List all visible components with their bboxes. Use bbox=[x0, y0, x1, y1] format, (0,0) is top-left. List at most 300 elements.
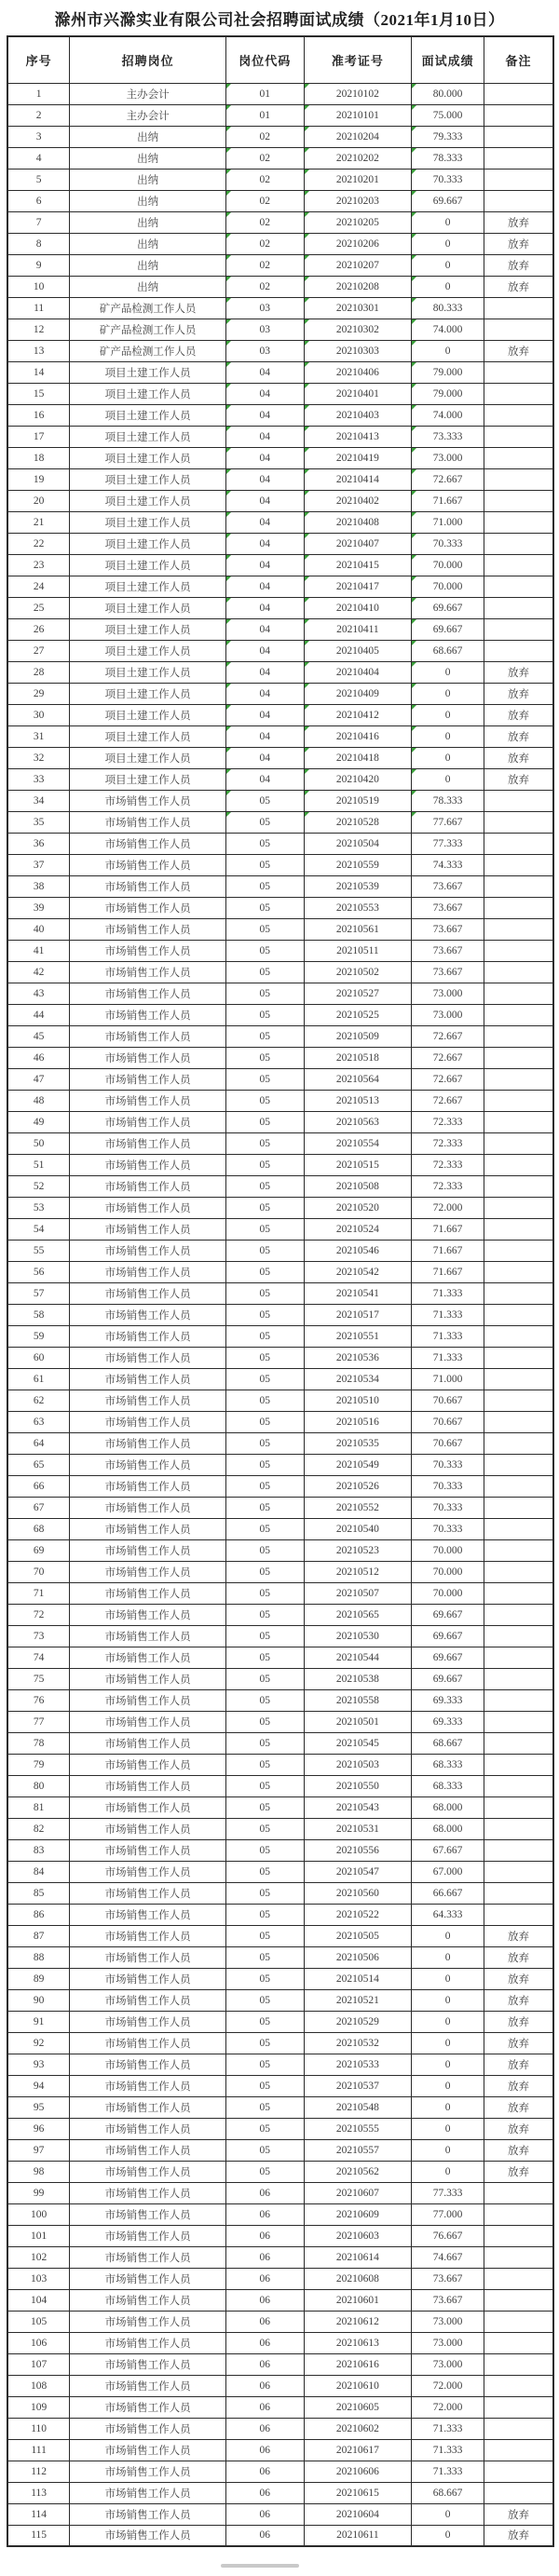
remark-cell bbox=[484, 1625, 553, 1647]
position-code-cell: 05 bbox=[225, 1946, 304, 1968]
table-row bbox=[7, 1368, 553, 1390]
table-row bbox=[7, 2332, 553, 2353]
position-cell: 市场销售工作人员 bbox=[70, 2439, 226, 2461]
table-row bbox=[7, 254, 553, 276]
score-cell: 68.333 bbox=[412, 1754, 484, 1775]
table-row bbox=[7, 875, 553, 897]
score-cell: 70.333 bbox=[412, 533, 484, 554]
position-code-cell: 05 bbox=[225, 1497, 304, 1518]
position-cell: 市场销售工作人员 bbox=[70, 1754, 226, 1775]
remark-cell bbox=[484, 1047, 553, 1068]
ticket-number-cell: 20210563 bbox=[304, 1111, 411, 1132]
score-cell: 69.667 bbox=[412, 1668, 484, 1689]
ticket-number-cell: 20210418 bbox=[304, 747, 411, 768]
position-cell: 项目土建工作人员 bbox=[70, 490, 226, 511]
position-cell: 市场销售工作人员 bbox=[70, 2311, 226, 2332]
table-row bbox=[7, 661, 553, 683]
table-row bbox=[7, 554, 553, 576]
position-cell: 市场销售工作人员 bbox=[70, 1861, 226, 1882]
ticket-number-cell: 20210411 bbox=[304, 618, 411, 640]
score-cell: 70.667 bbox=[412, 1411, 484, 1432]
ticket-number-cell: 20210561 bbox=[304, 918, 411, 940]
position-code-cell: 05 bbox=[225, 1539, 304, 1561]
score-cell: 0 bbox=[412, 2054, 484, 2075]
position-code-cell: 04 bbox=[225, 533, 304, 554]
score-cell: 68.000 bbox=[412, 1796, 484, 1818]
position-cell: 市场销售工作人员 bbox=[70, 875, 226, 897]
row-number-cell: 109 bbox=[7, 2396, 70, 2418]
remark-cell: 放弃 bbox=[484, 2525, 553, 2546]
position-cell: 市场销售工作人员 bbox=[70, 1925, 226, 1946]
ticket-number-cell: 20210546 bbox=[304, 1240, 411, 1261]
position-code-cell: 02 bbox=[225, 147, 304, 169]
table-row bbox=[7, 233, 553, 254]
score-cell: 69.667 bbox=[412, 1647, 484, 1668]
position-code-cell: 04 bbox=[225, 383, 304, 404]
position-cell: 市场销售工作人员 bbox=[70, 2353, 226, 2375]
remark-cell bbox=[484, 447, 553, 468]
row-number-cell: 69 bbox=[7, 1539, 70, 1561]
table-row bbox=[7, 961, 553, 983]
ticket-number-cell: 20210602 bbox=[304, 2418, 411, 2439]
score-cell: 69.333 bbox=[412, 1711, 484, 1732]
score-cell: 80.000 bbox=[412, 83, 484, 104]
header-interview-score: 面试成绩 bbox=[412, 36, 484, 83]
ticket-number-cell: 20210539 bbox=[304, 875, 411, 897]
position-code-cell: 04 bbox=[225, 683, 304, 704]
ticket-number-cell: 20210554 bbox=[304, 1132, 411, 1154]
table-row bbox=[7, 104, 553, 126]
position-cell: 项目土建工作人员 bbox=[70, 683, 226, 704]
ticket-number-cell: 20210541 bbox=[304, 1282, 411, 1304]
row-number-cell: 41 bbox=[7, 940, 70, 961]
position-code-cell: 04 bbox=[225, 747, 304, 768]
score-cell: 0 bbox=[412, 725, 484, 747]
row-number-cell: 73 bbox=[7, 1625, 70, 1647]
position-cell: 市场销售工作人员 bbox=[70, 2182, 226, 2203]
row-number-cell: 95 bbox=[7, 2096, 70, 2118]
table-row bbox=[7, 1904, 553, 1925]
position-cell: 市场销售工作人员 bbox=[70, 2289, 226, 2311]
position-cell: 项目土建工作人员 bbox=[70, 554, 226, 576]
ticket-number-cell: 20210510 bbox=[304, 1390, 411, 1411]
remark-cell bbox=[484, 426, 553, 447]
row-number-cell: 49 bbox=[7, 1111, 70, 1132]
position-code-cell: 04 bbox=[225, 468, 304, 490]
table-row bbox=[7, 1497, 553, 1518]
remark-cell: 放弃 bbox=[484, 683, 553, 704]
ticket-number-cell: 20210420 bbox=[304, 768, 411, 790]
table-row bbox=[7, 1839, 553, 1861]
position-code-cell: 06 bbox=[225, 2503, 304, 2525]
remark-cell bbox=[484, 2203, 553, 2225]
ticket-number-cell: 20210518 bbox=[304, 1047, 411, 1068]
position-cell: 主办会计 bbox=[70, 83, 226, 104]
score-cell: 69.667 bbox=[412, 618, 484, 640]
row-number-cell: 30 bbox=[7, 704, 70, 725]
position-cell: 市场销售工作人员 bbox=[70, 1689, 226, 1711]
table-row bbox=[7, 468, 553, 490]
table-row bbox=[7, 383, 553, 404]
score-cell: 0 bbox=[412, 1946, 484, 1968]
position-code-cell: 04 bbox=[225, 511, 304, 533]
table-row bbox=[7, 2075, 553, 2096]
score-cell: 71.333 bbox=[412, 2439, 484, 2461]
score-cell: 70.333 bbox=[412, 169, 484, 190]
ticket-number-cell: 20210515 bbox=[304, 1154, 411, 1175]
ticket-number-cell: 20210559 bbox=[304, 854, 411, 875]
position-cell: 项目土建工作人员 bbox=[70, 426, 226, 447]
remark-cell bbox=[484, 1025, 553, 1047]
score-cell: 71.333 bbox=[412, 1282, 484, 1304]
score-cell: 71.333 bbox=[412, 1325, 484, 1347]
remark-cell bbox=[484, 1347, 553, 1368]
row-number-cell: 2 bbox=[7, 104, 70, 126]
bottom-divider-bar bbox=[221, 2564, 299, 2568]
ticket-number-cell: 20210537 bbox=[304, 2075, 411, 2096]
table-row bbox=[7, 2203, 553, 2225]
row-number-cell: 112 bbox=[7, 2461, 70, 2482]
ticket-number-cell: 20210414 bbox=[304, 468, 411, 490]
row-number-cell: 51 bbox=[7, 1154, 70, 1175]
position-code-cell: 05 bbox=[225, 1325, 304, 1347]
table-row bbox=[7, 2139, 553, 2161]
score-cell: 0 bbox=[412, 2161, 484, 2182]
score-cell: 69.667 bbox=[412, 1625, 484, 1647]
ticket-number-cell: 20210203 bbox=[304, 190, 411, 211]
interview-results-table bbox=[7, 35, 554, 2547]
table-row bbox=[7, 404, 553, 426]
row-number-cell: 20 bbox=[7, 490, 70, 511]
row-number-cell: 76 bbox=[7, 1689, 70, 1711]
position-cell: 项目土建工作人员 bbox=[70, 511, 226, 533]
table-row bbox=[7, 2225, 553, 2246]
score-cell: 73.667 bbox=[412, 897, 484, 918]
position-code-cell: 05 bbox=[225, 1754, 304, 1775]
position-cell: 项目土建工作人员 bbox=[70, 597, 226, 618]
header-remark: 备注 bbox=[484, 36, 553, 83]
table-row bbox=[7, 2439, 553, 2461]
position-code-cell: 05 bbox=[225, 1582, 304, 1604]
position-code-cell: 05 bbox=[225, 2032, 304, 2054]
score-cell: 0 bbox=[412, 276, 484, 297]
table-row bbox=[7, 297, 553, 319]
remark-cell bbox=[484, 468, 553, 490]
ticket-number-cell: 20210502 bbox=[304, 961, 411, 983]
position-code-cell: 05 bbox=[225, 1475, 304, 1497]
position-code-cell: 05 bbox=[225, 1882, 304, 1904]
position-cell: 市场销售工作人员 bbox=[70, 1775, 226, 1796]
score-cell: 0 bbox=[412, 2525, 484, 2546]
score-cell: 73.000 bbox=[412, 2353, 484, 2375]
position-code-cell: 04 bbox=[225, 725, 304, 747]
ticket-number-cell: 20210601 bbox=[304, 2289, 411, 2311]
position-code-cell: 02 bbox=[225, 169, 304, 190]
score-cell: 66.667 bbox=[412, 1882, 484, 1904]
ticket-number-cell: 20210605 bbox=[304, 2396, 411, 2418]
table-row bbox=[7, 704, 553, 725]
row-number-cell: 34 bbox=[7, 790, 70, 811]
position-code-cell: 05 bbox=[225, 1368, 304, 1390]
remark-cell bbox=[484, 1132, 553, 1154]
score-cell: 72.333 bbox=[412, 1132, 484, 1154]
table-row bbox=[7, 511, 553, 533]
position-cell: 项目土建工作人员 bbox=[70, 447, 226, 468]
row-number-cell: 91 bbox=[7, 2011, 70, 2032]
ticket-number-cell: 20210501 bbox=[304, 1711, 411, 1732]
score-cell: 77.000 bbox=[412, 2203, 484, 2225]
position-code-cell: 05 bbox=[225, 1711, 304, 1732]
position-code-cell: 05 bbox=[225, 854, 304, 875]
remark-cell bbox=[484, 1432, 553, 1454]
position-cell: 市场销售工作人员 bbox=[70, 1796, 226, 1818]
position-code-cell: 05 bbox=[225, 2118, 304, 2139]
row-number-cell: 93 bbox=[7, 2054, 70, 2075]
ticket-number-cell: 20210610 bbox=[304, 2375, 411, 2396]
ticket-number-cell: 20210552 bbox=[304, 1497, 411, 1518]
row-number-cell: 108 bbox=[7, 2375, 70, 2396]
remark-cell bbox=[484, 1561, 553, 1582]
table-row bbox=[7, 1625, 553, 1647]
row-number-cell: 94 bbox=[7, 2075, 70, 2096]
remark-cell bbox=[484, 2225, 553, 2246]
header-row bbox=[7, 36, 553, 83]
score-cell: 72.667 bbox=[412, 1090, 484, 1111]
remark-cell: 放弃 bbox=[484, 1989, 553, 2011]
row-number-cell: 17 bbox=[7, 426, 70, 447]
table-row bbox=[7, 2246, 553, 2268]
row-number-cell: 46 bbox=[7, 1047, 70, 1068]
score-cell: 73.667 bbox=[412, 2268, 484, 2289]
remark-cell bbox=[484, 511, 553, 533]
position-code-cell: 04 bbox=[225, 661, 304, 683]
score-cell: 71.333 bbox=[412, 1347, 484, 1368]
remark-cell bbox=[484, 1154, 553, 1175]
position-cell: 市场销售工作人员 bbox=[70, 1818, 226, 1839]
row-number-cell: 92 bbox=[7, 2032, 70, 2054]
remark-cell bbox=[484, 1818, 553, 1839]
ticket-number-cell: 20210525 bbox=[304, 1004, 411, 1025]
ticket-number-cell: 20210524 bbox=[304, 1218, 411, 1240]
position-code-cell: 06 bbox=[225, 2353, 304, 2375]
table-row bbox=[7, 2032, 553, 2054]
score-cell: 72.000 bbox=[412, 1197, 484, 1218]
header-position-code: 岗位代码 bbox=[225, 36, 304, 83]
row-number-cell: 113 bbox=[7, 2482, 70, 2503]
remark-cell bbox=[484, 383, 553, 404]
table-row bbox=[7, 2054, 553, 2075]
remark-cell: 放弃 bbox=[484, 768, 553, 790]
position-code-cell: 05 bbox=[225, 2011, 304, 2032]
table-row bbox=[7, 1561, 553, 1582]
table-row bbox=[7, 1518, 553, 1539]
row-number-cell: 7 bbox=[7, 211, 70, 233]
row-number-cell: 104 bbox=[7, 2289, 70, 2311]
position-cell: 市场销售工作人员 bbox=[70, 1946, 226, 1968]
remark-cell bbox=[484, 1861, 553, 1882]
remark-cell bbox=[484, 1754, 553, 1775]
score-cell: 71.667 bbox=[412, 1240, 484, 1261]
row-number-cell: 31 bbox=[7, 725, 70, 747]
position-cell: 项目土建工作人员 bbox=[70, 404, 226, 426]
score-cell: 74.333 bbox=[412, 854, 484, 875]
ticket-number-cell: 20210615 bbox=[304, 2482, 411, 2503]
score-cell: 71.667 bbox=[412, 1261, 484, 1282]
position-cell: 项目土建工作人员 bbox=[70, 747, 226, 768]
position-cell: 项目土建工作人员 bbox=[70, 725, 226, 747]
position-code-cell: 05 bbox=[225, 1796, 304, 1818]
score-cell: 79.333 bbox=[412, 126, 484, 147]
ticket-number-cell: 20210617 bbox=[304, 2439, 411, 2461]
row-number-cell: 19 bbox=[7, 468, 70, 490]
row-number-cell: 54 bbox=[7, 1218, 70, 1240]
score-cell: 72.000 bbox=[412, 2396, 484, 2418]
position-code-cell: 05 bbox=[225, 1025, 304, 1047]
ticket-number-cell: 20210201 bbox=[304, 169, 411, 190]
table-row bbox=[7, 1261, 553, 1282]
table-row bbox=[7, 576, 553, 597]
position-cell: 市场销售工作人员 bbox=[70, 1732, 226, 1754]
remark-cell bbox=[484, 1518, 553, 1539]
table-header bbox=[7, 36, 553, 83]
row-number-cell: 84 bbox=[7, 1861, 70, 1882]
position-code-cell: 04 bbox=[225, 704, 304, 725]
position-code-cell: 05 bbox=[225, 2096, 304, 2118]
row-number-cell: 97 bbox=[7, 2139, 70, 2161]
table-row bbox=[7, 897, 553, 918]
remark-cell bbox=[484, 1240, 553, 1261]
position-cell: 项目土建工作人员 bbox=[70, 576, 226, 597]
remark-cell bbox=[484, 1304, 553, 1325]
ticket-number-cell: 20210405 bbox=[304, 640, 411, 661]
remark-cell bbox=[484, 1647, 553, 1668]
position-cell: 市场销售工作人员 bbox=[70, 1240, 226, 1261]
position-code-cell: 06 bbox=[225, 2246, 304, 2268]
ticket-number-cell: 20210558 bbox=[304, 1689, 411, 1711]
table-row bbox=[7, 1197, 553, 1218]
position-code-cell: 05 bbox=[225, 1261, 304, 1282]
row-number-cell: 10 bbox=[7, 276, 70, 297]
remark-cell: 放弃 bbox=[484, 2054, 553, 2075]
score-cell: 71.333 bbox=[412, 2418, 484, 2439]
ticket-number-cell: 20210202 bbox=[304, 147, 411, 169]
position-code-cell: 05 bbox=[225, 1047, 304, 1068]
position-cell: 项目土建工作人员 bbox=[70, 383, 226, 404]
remark-cell bbox=[484, 319, 553, 340]
remark-cell: 放弃 bbox=[484, 2161, 553, 2182]
table-row bbox=[7, 1282, 553, 1304]
remark-cell bbox=[484, 1497, 553, 1518]
position-code-cell: 06 bbox=[225, 2461, 304, 2482]
ticket-number-cell: 20210511 bbox=[304, 940, 411, 961]
position-cell: 市场销售工作人员 bbox=[70, 940, 226, 961]
position-code-cell: 04 bbox=[225, 618, 304, 640]
score-cell: 71.333 bbox=[412, 2461, 484, 2482]
score-cell: 71.333 bbox=[412, 1304, 484, 1325]
position-cell: 市场销售工作人员 bbox=[70, 2418, 226, 2439]
row-number-cell: 14 bbox=[7, 361, 70, 383]
position-code-cell: 05 bbox=[225, 833, 304, 854]
position-code-cell: 06 bbox=[225, 2396, 304, 2418]
remark-cell bbox=[484, 2375, 553, 2396]
position-cell: 市场销售工作人员 bbox=[70, 1325, 226, 1347]
row-number-cell: 81 bbox=[7, 1796, 70, 1818]
score-cell: 76.667 bbox=[412, 2225, 484, 2246]
score-cell: 0 bbox=[412, 683, 484, 704]
ticket-number-cell: 20210557 bbox=[304, 2139, 411, 2161]
row-number-cell: 5 bbox=[7, 169, 70, 190]
ticket-number-cell: 20210543 bbox=[304, 1796, 411, 1818]
remark-cell bbox=[484, 961, 553, 983]
remark-cell: 放弃 bbox=[484, 1946, 553, 1968]
score-cell: 68.667 bbox=[412, 640, 484, 661]
ticket-number-cell: 20210513 bbox=[304, 1090, 411, 1111]
score-cell: 0 bbox=[412, 233, 484, 254]
remark-cell: 放弃 bbox=[484, 2075, 553, 2096]
score-cell: 70.333 bbox=[412, 1497, 484, 1518]
position-cell: 项目土建工作人员 bbox=[70, 661, 226, 683]
remark-cell bbox=[484, 2182, 553, 2203]
score-cell: 80.333 bbox=[412, 297, 484, 319]
position-code-cell: 02 bbox=[225, 254, 304, 276]
position-cell: 市场销售工作人员 bbox=[70, 897, 226, 918]
row-number-cell: 39 bbox=[7, 897, 70, 918]
position-code-cell: 04 bbox=[225, 640, 304, 661]
position-cell: 市场销售工作人员 bbox=[70, 1154, 226, 1175]
table-row bbox=[7, 940, 553, 961]
ticket-number-cell: 20210205 bbox=[304, 211, 411, 233]
ticket-number-cell: 20210419 bbox=[304, 447, 411, 468]
score-cell: 72.667 bbox=[412, 1025, 484, 1047]
position-cell: 市场销售工作人员 bbox=[70, 2246, 226, 2268]
position-code-cell: 05 bbox=[225, 1968, 304, 1989]
position-code-cell: 05 bbox=[225, 1175, 304, 1197]
ticket-number-cell: 20210512 bbox=[304, 1561, 411, 1582]
position-code-cell: 04 bbox=[225, 447, 304, 468]
ticket-number-cell: 20210523 bbox=[304, 1539, 411, 1561]
ticket-number-cell: 20210407 bbox=[304, 533, 411, 554]
table-row bbox=[7, 983, 553, 1004]
remark-cell bbox=[484, 1390, 553, 1411]
position-cell: 项目土建工作人员 bbox=[70, 640, 226, 661]
position-cell: 市场销售工作人员 bbox=[70, 1047, 226, 1068]
table-row bbox=[7, 169, 553, 190]
row-number-cell: 96 bbox=[7, 2118, 70, 2139]
table-row bbox=[7, 2096, 553, 2118]
position-cell: 市场销售工作人员 bbox=[70, 2118, 226, 2139]
ticket-number-cell: 20210413 bbox=[304, 426, 411, 447]
row-number-cell: 65 bbox=[7, 1454, 70, 1475]
score-cell: 78.333 bbox=[412, 790, 484, 811]
remark-cell bbox=[484, 2268, 553, 2289]
remark-cell: 放弃 bbox=[484, 2011, 553, 2032]
position-cell: 市场销售工作人员 bbox=[70, 1390, 226, 1411]
row-number-cell: 50 bbox=[7, 1132, 70, 1154]
table-row bbox=[7, 490, 553, 511]
position-code-cell: 06 bbox=[225, 2268, 304, 2289]
table-row bbox=[7, 1968, 553, 1989]
remark-cell bbox=[484, 2332, 553, 2353]
position-code-cell: 05 bbox=[225, 1218, 304, 1240]
position-code-cell: 05 bbox=[225, 940, 304, 961]
row-number-cell: 18 bbox=[7, 447, 70, 468]
row-number-cell: 74 bbox=[7, 1647, 70, 1668]
position-code-cell: 05 bbox=[225, 1861, 304, 1882]
remark-cell: 放弃 bbox=[484, 2096, 553, 2118]
row-number-cell: 55 bbox=[7, 1240, 70, 1261]
position-code-cell: 05 bbox=[225, 1775, 304, 1796]
remark-cell: 放弃 bbox=[484, 725, 553, 747]
